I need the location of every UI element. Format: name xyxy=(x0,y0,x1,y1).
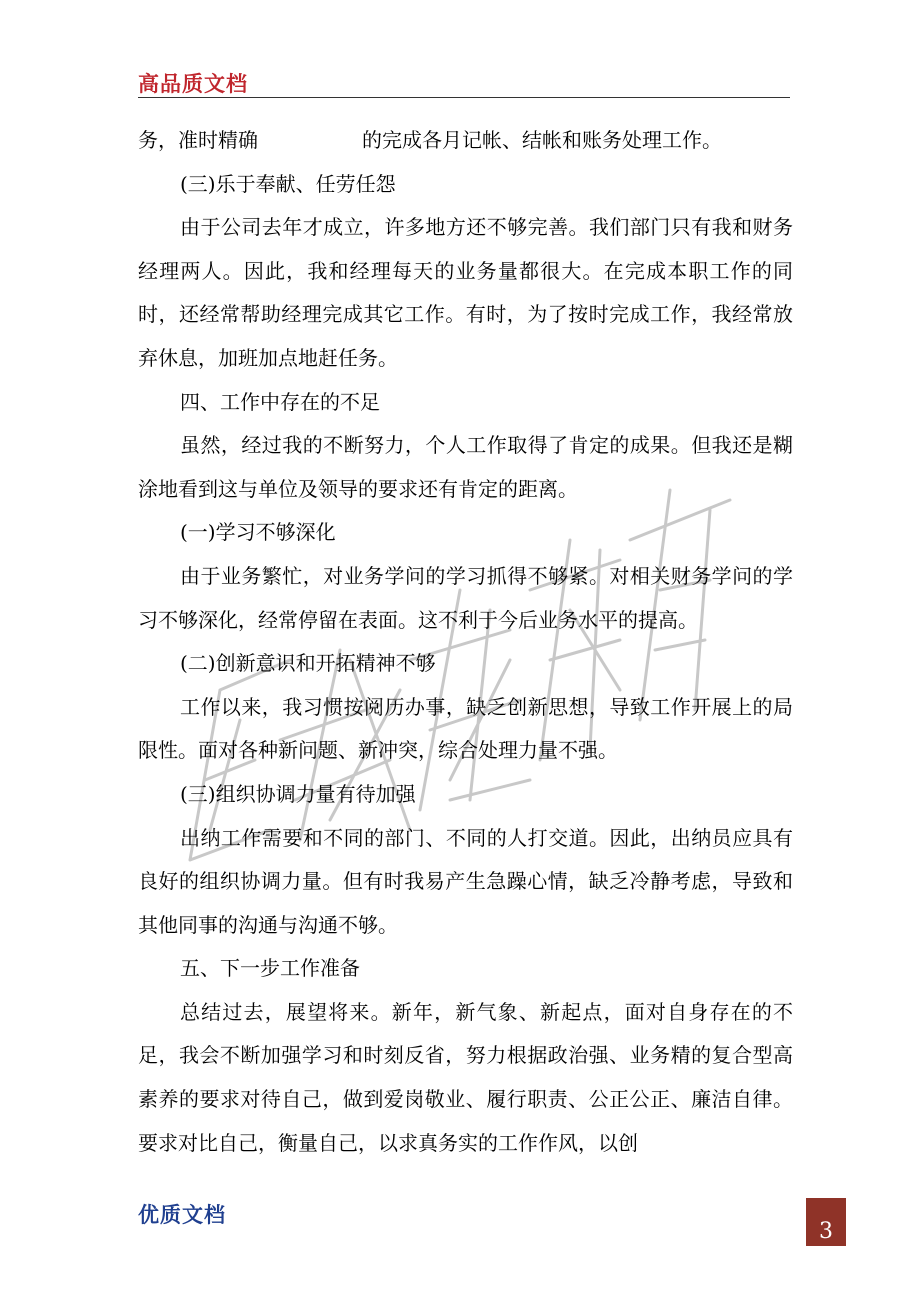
header-divider xyxy=(138,97,790,98)
subheading-learning: (一)学习不够深化 xyxy=(180,520,336,545)
paragraph-1 xyxy=(138,119,793,163)
subheading-coordination: (三)组织协调力量有待加强 xyxy=(180,781,416,806)
paragraph-1-start: 务，准时精确 xyxy=(138,128,258,152)
subheading-dedication: (三)乐于奉献、任劳任怨 xyxy=(180,171,396,196)
header-title: 高品质文档 xyxy=(138,72,248,96)
section-heading-shortcomings: 四、工作中存在的不足 xyxy=(180,389,380,414)
footer-title: 优质文档 xyxy=(138,1203,226,1227)
section-heading-next-steps: 五、下一步工作准备 xyxy=(180,956,360,981)
paragraph-1-end: 的完成各月记帐、结帐和账务处理工作。 xyxy=(362,128,722,152)
paragraph-coordination: 出纳工作需要和不同的部门、不同的人打交道。因此，出纳员应具有良好的组织协调力量。但有时我易产生急躁心情，缺乏冷静考虑，导致和其他同事的沟通与沟通不够。 xyxy=(138,825,793,937)
paragraph-next-steps: 总结过去，展望将来。新年，新气象、新起点，面对自身存在的不足，我会不断加强学习和时刻反省，努力根据政治强、业务精的复合型高素养的要求对待自己，做到爱岗敬业、履行职责、公正公正、廉洁自律。要求对比自己，衡量自己，以求真务实的工作作风，以创 xyxy=(138,999,793,1155)
paragraph-shortcomings: 虽然，经过我的不断努力，个人工作取得了肯定的成果。但我还是糊涂地看到这与单位及领导的要求还有肯定的距离。 xyxy=(138,433,793,501)
page-number-badge xyxy=(806,1198,846,1246)
paragraph-innovation: 工作以来，我习惯按阅历办事，缺乏创新思想，导致工作开展上的局限性。面对各种新问题、新冲突，综合处理力量不强。 xyxy=(138,694,793,763)
paragraph-learning: 由于业务繁忙，对业务学问的学习抓得不够紧。对相关财务学问的学习不够深化，经常停留在表面。这不利于今后业务水平的提高。 xyxy=(138,563,793,632)
subheading-innovation: (二)创新意识和开拓精神不够 xyxy=(180,651,436,676)
paragraph-dedication: 由于公司去年才成立，许多地方还不够完善。我们部门只有我和财务经理两人。因此，我和经理每天的业务量都很大。在完成本职工作的同时，还经常帮助经理完成其它工作。有时，为了按时完成工作，我经常放弃休息，加班加点地赶任务。 xyxy=(138,215,793,370)
page-number: 3 xyxy=(819,1219,833,1244)
document-body xyxy=(138,119,793,1165)
